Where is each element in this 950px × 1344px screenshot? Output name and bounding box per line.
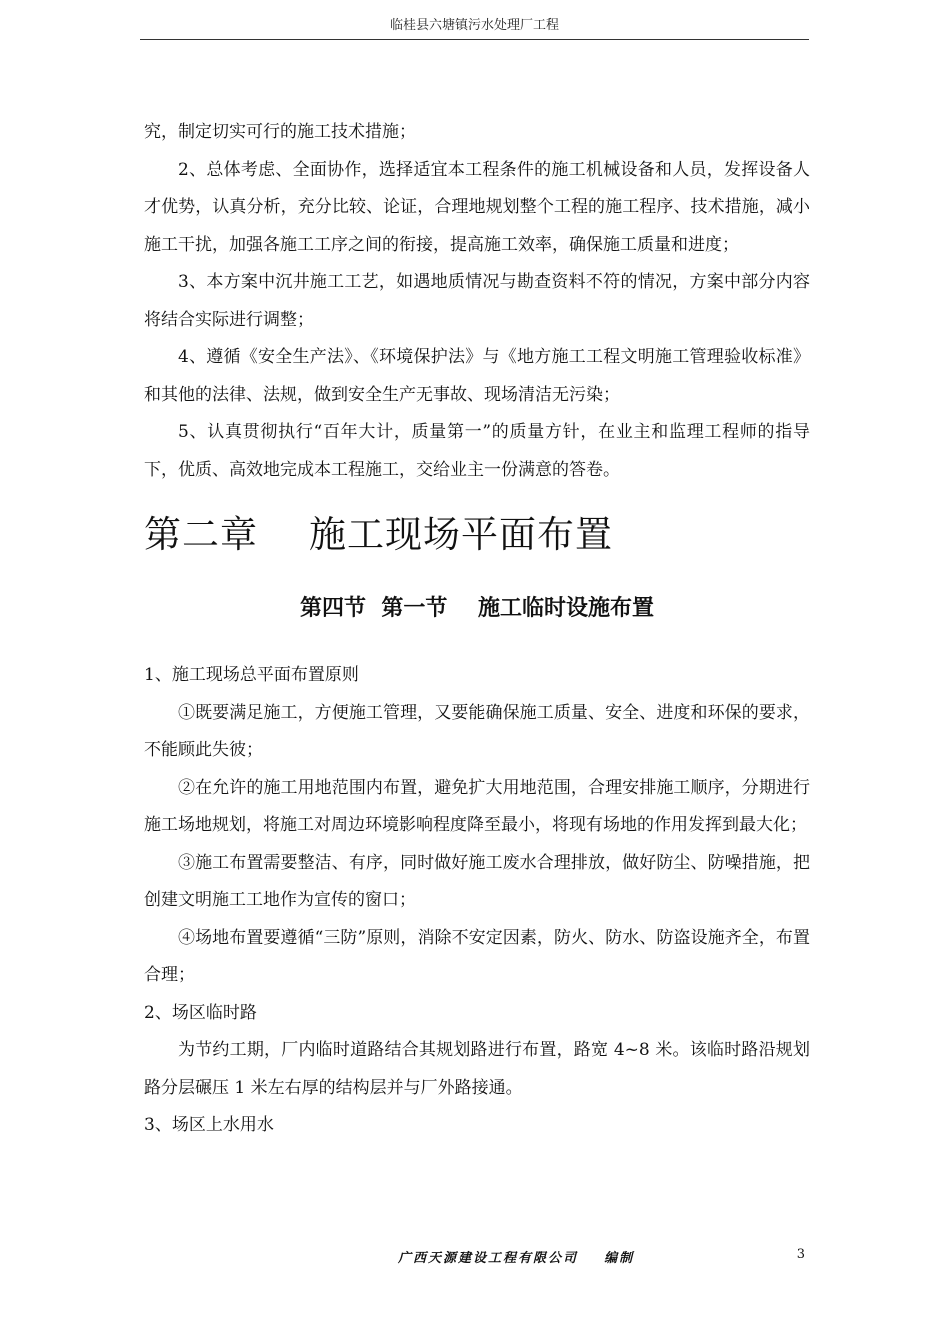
paragraph: 3、场区上水用水 — [144, 1115, 274, 1135]
paragraph: ④场地布置要遵循“三防”原则，消除不安定因素，防火、防水、防盗设施齐全，布置合理； — [144, 927, 810, 985]
page-footer — [140, 1247, 809, 1267]
chapter-title: 第二章 施工现场平面布置 — [144, 513, 614, 556]
paragraphs-bottom — [144, 657, 810, 1145]
paragraph: ②在允许的施工用地范围内布置，避免扩大用地范围，合理安排施工顺序，分期进行施工场地规划，将施工对周边环境影响程度降至最小，将现有场地的作用发挥到最大化； — [144, 777, 810, 835]
paragraph: 2、总体考虑、全面协作，选择适宜本工程条件的施工机械设备和人员，发挥设备人才优势，认真分析，充分比较、论证，合理地规划整个工程的施工程序、技术措施，减小施工干扰，加强各施工工序之间的衔接，提高施工效率，确保施工质量和进度； — [144, 159, 810, 255]
paragraph: 1、施工现场总平面布置原则 — [144, 665, 359, 685]
document-body — [144, 114, 810, 1145]
paragraph: 4、遵循《安全生产法》、《环境保护法》与《地方施工工程文明施工管理验收标准》和其他的法律、法规，做到安全生产无事故、现场清洁无污染； — [144, 347, 810, 405]
paragraph: ③施工布置需要整洁、有序，同时做好施工废水合理排放，做好防尘、防噪措施，把创建文明施工工地作为宣传的窗口； — [144, 852, 810, 910]
paragraph: 5、认真贯彻执行“百年大计，质量第一”的质量方针，在业主和监理工程师的指导下，优质、高效地完成本工程施工，交给业主一份满意的答卷。 — [144, 422, 810, 480]
paragraph: ①既要满足施工，方便施工管理，又要能确保施工质量、安全、进度和环保的要求，不能顾此失彼； — [144, 702, 810, 760]
footer-company: 广西天源建设工程有限公司 编制 — [398, 1251, 635, 1266]
paragraph: 究，制定切实可行的施工技术措施； — [144, 122, 416, 142]
paragraphs-top — [144, 114, 810, 489]
header-title: 临桂县六塘镇污水处理厂工程 — [389, 18, 559, 33]
paragraph: 为节约工期，厂内临时道路结合其规划路进行布置，路宽 4~8 米。该临时路沿规划路分层碾压 1 米左右厚的结构层并与厂外路接通。 — [144, 1040, 810, 1098]
page-number: 3 — [796, 1247, 805, 1262]
page-header — [140, 14, 809, 40]
paragraph: 3、本方案中沉井施工工艺，如遇地质情况与勘查资料不符的情况，方案中部分内容将结合实际进行调整； — [144, 272, 810, 330]
paragraph: 2、场区临时路 — [144, 1002, 257, 1023]
section-title: 第四节 第一节 施工临时设施布置 — [300, 596, 654, 621]
